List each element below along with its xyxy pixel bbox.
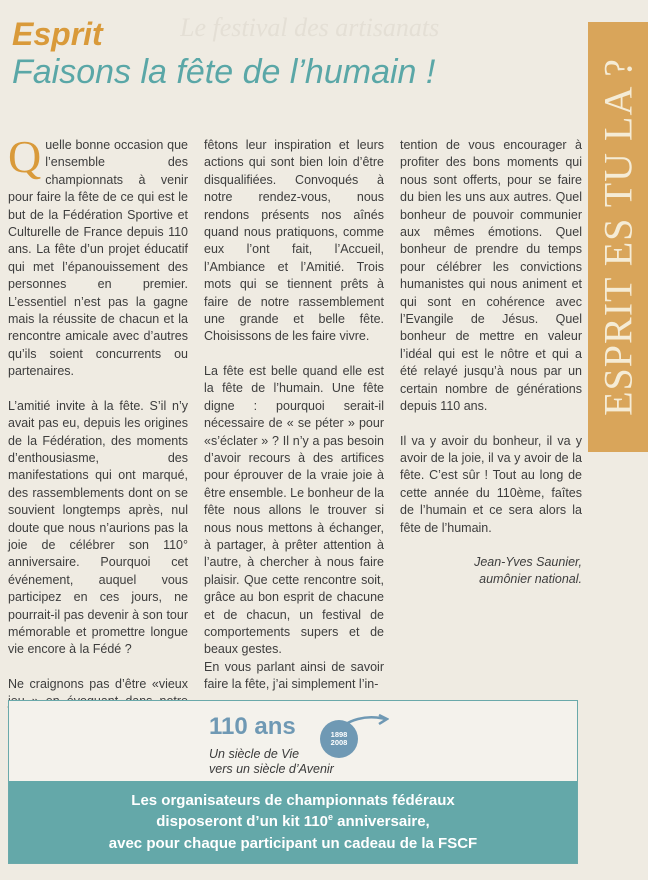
tagline-line-2: vers un siècle d’Avenir [209, 762, 334, 776]
signature-role: aumônier national. [479, 571, 582, 586]
paragraph: fêtons leur inspiration et leurs actions qui sont bien loin d’être disqualifiées. Convoqués à notre rendez-vous, nous rendons présents nos aînés quand nous pratiquons, comme eux l’ont fait, l’Accueil, l’Ambiance et l’Amitié. Trois mots qui se tiennent prêts à faire de notre rassemblement une grande et belle fête. Choisissons de les faire vivre. [204, 138, 384, 344]
article-column-2 [204, 137, 384, 711]
paragraph: En vous parlant ainsi de savoir faire la fête, j’ai simplement l’in- [204, 659, 384, 692]
announcement-line-1: Les organisateurs de championnats fédéraux [131, 791, 455, 809]
side-banner [588, 22, 648, 452]
logo-tagline [209, 747, 334, 777]
paragraph: Ne craignons pas d’être «vieux [8, 676, 188, 691]
announcement-line-2 [9, 811, 577, 833]
promo-logo-area [9, 701, 577, 781]
logo-year-end: 2008 [330, 738, 348, 747]
signature [400, 554, 582, 588]
anniversary-promo-box [8, 700, 578, 864]
tagline-line-1: Un siècle de Vie [209, 747, 300, 761]
anniversary-logo [209, 713, 389, 779]
ordinal-suffix: e [327, 812, 333, 823]
drop-cap: Q [8, 131, 42, 182]
paragraph: La fête est belle quand elle est la fête de l’humain. Une fête digne : pourquoi serait-il nécessaire de « se péter » pour «s’éclater » ? Il n’y a pas besoin d’avoir recours à des artifices pour éprouver de la vraie joie à être ensemble. Le bonheur de la fête nous allons le trouver si nous nous mettons à échanger, à partager, à prêter attention à l’autre, à chercher à nous faire plaisir. Que cette rencontre soit, grâce au bon esprit de chacune et de chacun, un festival de comportements supers et de beaux gestes. [204, 363, 384, 657]
background-ghost-text: Le festival des artisanats [180, 14, 440, 42]
logo-number: 110 ans [209, 713, 296, 740]
paragraph [8, 131, 188, 381]
article-column-3 [400, 137, 582, 588]
page-title: Faisons la fête de l’humain ! [12, 53, 436, 91]
side-banner-text: ESPRIT ES TU LA ? [595, 58, 641, 416]
logo-year-start: 1898 [330, 730, 348, 739]
announcement-line-2-text: disposeront d’un kit 110 [156, 813, 328, 831]
signature-name: Jean-Yves Saunier, [474, 554, 582, 569]
promo-announcement [9, 781, 577, 863]
article-column-1 [8, 131, 188, 762]
paragraph: tention de vous encourager à profiter des bons moments qui nous sont offerts, pour se faire du bien les uns aux autres. Quel bonheur de pouvoir communier aux mêmes émotions. Quel bonheur de prendre du temps pour célébrer les convictions humanistes qui nous animent et qui sont en cohérence avec l’Evangile de Jésus. Quel bonheur de mettre en valeur l’idéal qui est le nôtre et qui a été relayé jusqu’à nous par un certain nombre de générations depuis 110 ans. [400, 138, 582, 414]
paragraph: Il va y avoir du bonheur, il va y avoir de la joie, il va y avoir de la fête. C’est sûr ! Tout au long de cette année du 110ème, faîtes de l’humain et ce sera alors la fête de l’humain. [400, 433, 582, 535]
announcement-line-2-end: anniversaire, [332, 813, 430, 831]
paragraph: L’amitié invite à la fête. S’il n’y avait pas eu, depuis les origines de la Fédération, des moments d’enthousiasme, des manifestations qui ont marqué, des rassemblements dont on se souvient longtemps après, nul doute que nous n’aurions pas la joie de célébrer son 110° anniversaire. Pourquoi cet événement, auquel vous participez en ces jours, ne pourrait-il pas devenir à son tour mémorable et promettre longue vie encore à la Fédé ? [8, 398, 188, 657]
paragraph-text: uelle bonne occasion que l’ensemble des championnats à venir pour faire la fête de ce qui est le but de la Fédération Sportive et Culturelle de France depuis 110 ans. La fête d’un projet éducatif qui met l’épanouissement des personnes en premier. L’essentiel n’est pas la gagne mais la réussite de chacun et la rencontre amicale avec d’autres qu’ils soient concurrents ou partenaires. [8, 138, 188, 379]
announcement-line-3: avec pour chaque participant un cadeau de la FSCF [108, 834, 478, 852]
section-label: Esprit [12, 16, 103, 52]
